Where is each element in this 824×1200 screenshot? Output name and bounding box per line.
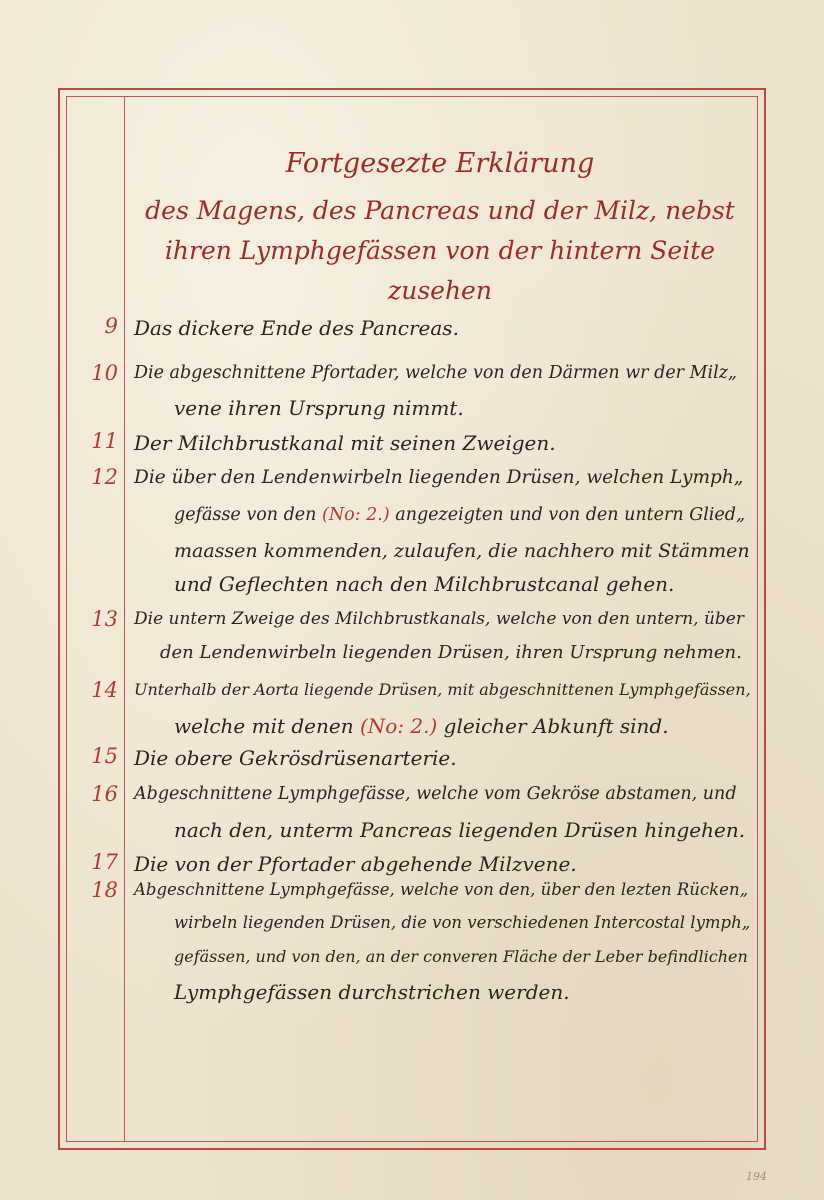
entry-number: 14	[91, 678, 118, 702]
entry-text-line: vene ihren Ursprung nimmt.	[174, 396, 464, 420]
entry-text-line: Abgeschnittene Lymphgefässe, welche vom Gekröse abstamen, und	[134, 784, 737, 804]
folio-number: 194	[746, 1170, 767, 1183]
entry-text: welche mit denen	[174, 714, 354, 738]
entry-text-line	[174, 714, 669, 738]
entry-text-line: gefässen, und von den, an der converen Fläche der Leber befindlichen	[174, 947, 748, 966]
entry-number: 12	[91, 465, 118, 489]
entry-text: gleicher Abkunft sind.	[443, 714, 669, 738]
entry-number: 9	[104, 314, 118, 338]
entry-text-line: Das dickere Ende des Pancreas.	[134, 316, 459, 340]
entry-text-line: Die über den Lendenwirbeln liegenden Drüsen, welchen Lymph„	[134, 467, 744, 488]
entry-text-line: maassen kommenden, zulaufen, die nachhero mit Stämmen	[174, 540, 750, 562]
page-subtitle-line-3: zusehen	[388, 276, 492, 305]
entry-text-line: Lymphgefässen durchstrichen werden.	[174, 980, 570, 1004]
entry-text-line: Die untern Zweige des Milchbrustkanals, welche von den untern, über	[134, 609, 744, 629]
page-subtitle-line-1: des Magens, des Pancreas und der Milz, nebst	[145, 196, 735, 225]
entry-number: 16	[91, 782, 118, 806]
entry-text-line: Die von der Pfortader abgehende Milzvene.	[134, 852, 577, 876]
entry-number: 11	[91, 429, 118, 453]
entry-text-line: nach den, unterm Pancreas liegenden Drüsen hingehen.	[174, 818, 746, 842]
entry-text-line: Unterhalb der Aorta liegende Drüsen, mit abgeschnittenen Lymphgefässen,	[134, 680, 751, 699]
entry-number: 18	[91, 878, 118, 902]
entry-number: 13	[91, 607, 118, 631]
entry-text: gefässe von den	[174, 505, 317, 525]
entry-text-line: Der Milchbrustkanal mit seinen Zweigen.	[134, 431, 556, 455]
entry-text-line	[174, 505, 745, 525]
entry-number: 17	[91, 850, 118, 874]
entry-text-line: Die obere Gekrösdrüsenarterie.	[134, 746, 457, 770]
page-subtitle-line-2: ihren Lymphgefässen von der hintern Seite	[164, 236, 716, 265]
entry-text-line: Die abgeschnittene Pfortader, welche von den Därmen wr der Milz„	[134, 363, 737, 383]
entry-number: 15	[91, 744, 118, 768]
page-title: Fortgesezte Erklärung	[285, 148, 595, 179]
entry-text: angezeigten und von den untern Glied„	[395, 505, 746, 525]
entry-text-line: wirbeln liegenden Drüsen, die von verschiedenen Intercostal lymph„	[174, 913, 751, 932]
entry-text-line: den Lendenwirbeln liegenden Drüsen, ihren Ursprung nehmen.	[160, 642, 742, 663]
cross-reference: (No: 2.)	[322, 505, 390, 525]
entry-text-line: Abgeschnittene Lymphgefässe, welche von den, über den lezten Rücken„	[134, 880, 749, 899]
entry-text-line: und Geflechten nach den Milchbrustcanal gehen.	[174, 572, 675, 596]
margin-rule	[124, 96, 125, 1142]
entry-number: 10	[91, 361, 118, 385]
cross-reference: (No: 2.)	[359, 714, 438, 738]
